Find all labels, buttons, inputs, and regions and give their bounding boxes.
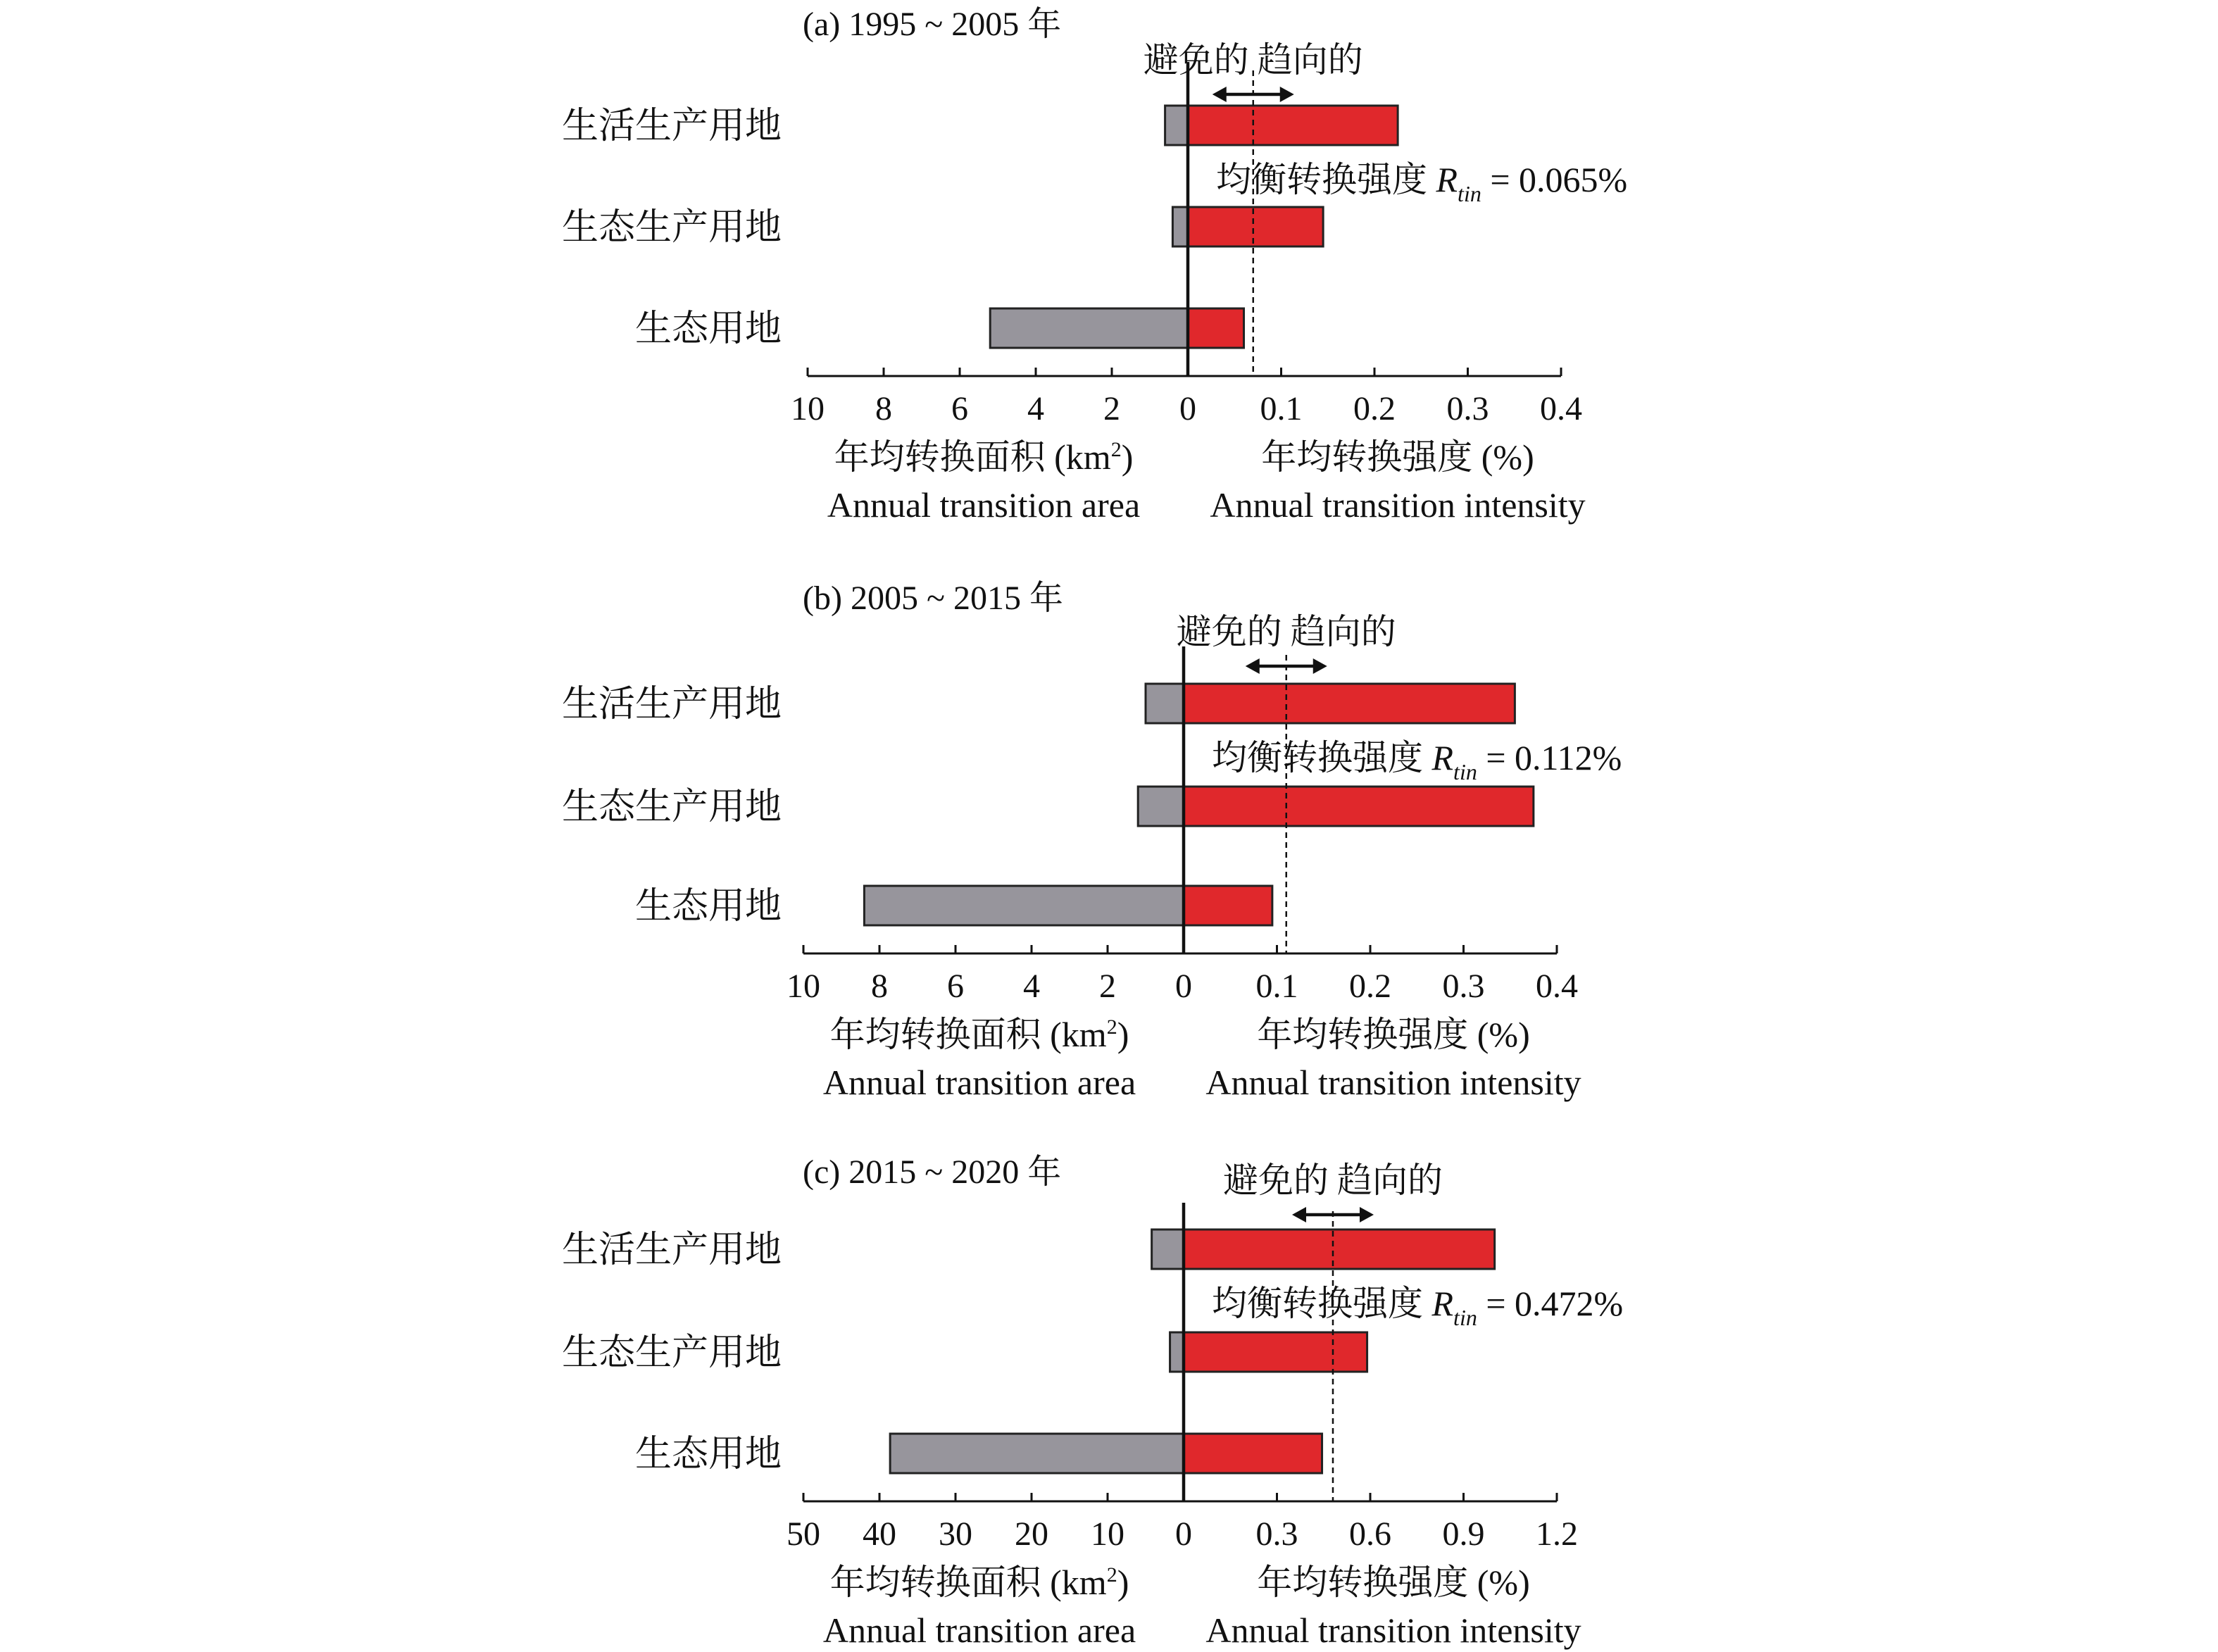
target-label: 趋向的 xyxy=(1290,612,1396,651)
area-tick-label: 8 xyxy=(871,968,888,1005)
area-tick-label: 6 xyxy=(947,968,964,1005)
intensity-bar xyxy=(1184,1229,1495,1269)
arrow-left-icon xyxy=(1213,87,1227,102)
chart-panel-b xyxy=(562,580,1622,1102)
avoid-label: 避免的 xyxy=(1223,1160,1329,1200)
area-bar xyxy=(1146,684,1184,723)
intensity-axis-label-en: Annual transition intensity xyxy=(1210,485,1586,525)
uniform-intensity-annotation xyxy=(1216,160,1627,206)
intensity-bar xyxy=(1188,207,1323,246)
category-label: 生活生产用地 xyxy=(561,1230,782,1270)
intensity-bar xyxy=(1188,308,1244,348)
area-axis-label-en: Annual transition area xyxy=(822,1610,1136,1650)
uniform-label: 均衡转换强度 xyxy=(1212,1284,1423,1323)
area-tick-label: 40 xyxy=(863,1515,896,1553)
intensity-tick-label: 0.2 xyxy=(1349,968,1391,1005)
category-label: 生态用地 xyxy=(634,1434,782,1475)
area-bar xyxy=(1172,207,1188,246)
uniform-value: = 0.472% xyxy=(1477,1284,1624,1323)
category-label: 生态生产用地 xyxy=(561,787,782,827)
area-tick-label: 10 xyxy=(791,390,825,427)
uniform-subscript: tin xyxy=(1453,759,1477,784)
intensity-axis-label-cn: 年均转换强度 (%) xyxy=(1257,1015,1530,1054)
panel-title: (a) 1995 ~ 2005 年 xyxy=(803,6,1062,43)
uniform-label: 均衡转换强度 xyxy=(1212,738,1423,777)
area-bar xyxy=(864,886,1184,925)
arrow-left-icon xyxy=(1246,658,1260,674)
uniform-label: 均衡转换强度 xyxy=(1216,160,1427,199)
area-tick-label: 8 xyxy=(875,390,892,427)
intensity-bar xyxy=(1184,1332,1367,1372)
area-tick-label: 50 xyxy=(787,1515,820,1553)
area-tick-label: 20 xyxy=(1015,1515,1048,1553)
avoid-label: 避免的 xyxy=(1176,612,1282,651)
area-bar xyxy=(1138,787,1184,826)
chart-panel-c xyxy=(562,1153,1623,1650)
category-label: 生态生产用地 xyxy=(561,1333,782,1373)
area-tick-label: 2 xyxy=(1099,968,1116,1005)
intensity-axis-label-cn: 年均转换强度 (%) xyxy=(1261,437,1534,477)
intensity-bar xyxy=(1184,787,1534,826)
uniform-intensity-annotation xyxy=(1212,1284,1623,1330)
intensity-axis-label-en: Annual transition intensity xyxy=(1205,1610,1581,1650)
area-tick-label: 4 xyxy=(1027,390,1044,427)
intensity-tick-label: 0.4 xyxy=(1540,390,1582,427)
category-label: 生态生产用地 xyxy=(561,208,782,248)
category-label: 生态用地 xyxy=(634,887,782,927)
intensity-tick-label: 1.2 xyxy=(1536,1515,1578,1553)
intensity-bar xyxy=(1184,886,1272,925)
area-axis-label-en: Annual transition area xyxy=(827,485,1141,525)
area-tick-label: 10 xyxy=(787,968,820,1005)
avoid-label: 避免的 xyxy=(1143,40,1249,80)
intensity-tick-label: 0.1 xyxy=(1260,390,1303,427)
uniform-subscript: tin xyxy=(1458,181,1481,206)
category-label: 生态用地 xyxy=(634,309,782,349)
area-bar xyxy=(1165,106,1188,145)
intensity-bar xyxy=(1184,1434,1322,1473)
intensity-bar xyxy=(1188,106,1398,145)
area-tick-label: 2 xyxy=(1103,390,1120,427)
area-bar xyxy=(990,308,1188,348)
uniform-subscript: tin xyxy=(1453,1305,1477,1330)
intensity-axis-label-en: Annual transition intensity xyxy=(1205,1063,1581,1102)
arrow-right-icon xyxy=(1360,1207,1374,1222)
target-label: 趋向的 xyxy=(1257,40,1363,80)
intensity-tick-label: 0.9 xyxy=(1442,1515,1485,1553)
category-label: 生活生产用地 xyxy=(561,106,782,146)
arrow-left-icon xyxy=(1292,1207,1306,1222)
arrow-right-icon xyxy=(1280,87,1294,102)
area-axis-label-en: Annual transition area xyxy=(822,1063,1136,1102)
area-bar xyxy=(1152,1229,1184,1269)
uniform-value: = 0.065% xyxy=(1481,160,1628,199)
chart-panel-a xyxy=(562,6,1627,525)
arrow-right-icon xyxy=(1313,658,1327,674)
area-tick-label: 0 xyxy=(1179,390,1196,427)
area-tick-label: 4 xyxy=(1023,968,1040,1005)
area-tick-label: 30 xyxy=(939,1515,972,1553)
category-label: 生活生产用地 xyxy=(561,684,782,725)
intensity-tick-label: 0.3 xyxy=(1446,390,1489,427)
area-axis-label-cn: 年均转换面积 $(km^2)$ xyxy=(829,1563,1129,1602)
panel-title: (c) 2015 ~ 2020 年 xyxy=(803,1153,1062,1191)
area-bar xyxy=(1170,1332,1184,1372)
intensity-tick-label: 0.2 xyxy=(1353,390,1396,427)
intensity-tick-label: 0.3 xyxy=(1255,1515,1298,1553)
area-tick-label: 10 xyxy=(1091,1515,1124,1553)
intensity-axis-label-cn: 年均转换强度 (%) xyxy=(1257,1563,1530,1602)
uniform-value: = 0.112% xyxy=(1477,738,1622,777)
intensity-tick-label: 0.3 xyxy=(1442,968,1485,1005)
area-axis-label-cn: 年均转换面积 $(km^2)$ xyxy=(834,437,1134,477)
area-tick-label: 0 xyxy=(1175,968,1192,1005)
area-bar xyxy=(890,1434,1184,1473)
area-tick-label: 6 xyxy=(951,390,968,427)
intensity-tick-label: 0.1 xyxy=(1255,968,1298,1005)
area-axis-label-cn: 年均转换面积 $(km^2)$ xyxy=(829,1015,1129,1054)
target-label: 趋向的 xyxy=(1337,1160,1443,1200)
uniform-symbol: R xyxy=(1436,160,1458,199)
intensity-bar xyxy=(1184,684,1515,723)
uniform-symbol: R xyxy=(1431,738,1454,777)
uniform-intensity-annotation xyxy=(1212,738,1622,784)
panel-title: (b) 2005 ~ 2015 年 xyxy=(803,580,1063,617)
intensity-tick-label: 0.6 xyxy=(1349,1515,1391,1553)
area-tick-label: 0 xyxy=(1175,1515,1192,1553)
uniform-symbol: R xyxy=(1431,1284,1454,1323)
intensity-tick-label: 0.4 xyxy=(1536,968,1578,1005)
